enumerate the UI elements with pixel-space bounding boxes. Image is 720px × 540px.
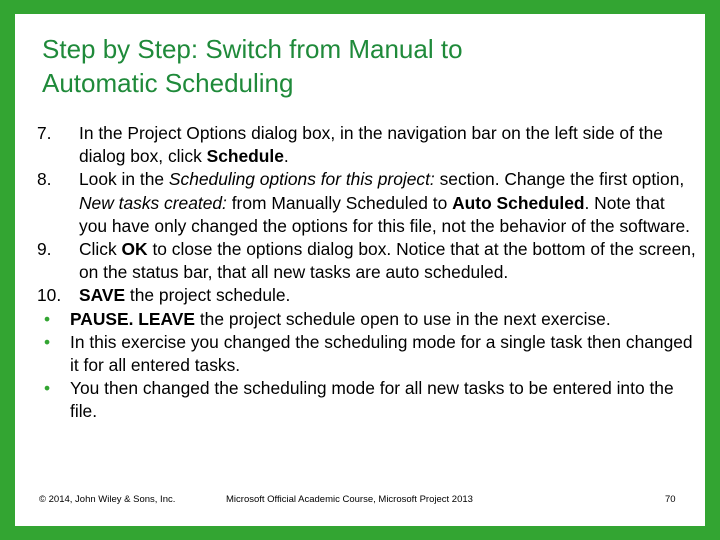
step-text: section. Change the first option, (434, 169, 685, 190)
slide (15, 14, 705, 526)
title-line-2: Automatic Scheduling (42, 68, 294, 98)
bullet-text: In this exercise you changed the scheduling mode for a single task then changed it for all entered tasks. (70, 331, 693, 376)
title-line-1: Step by Step: Switch from Manual to (42, 34, 463, 64)
step-8 (37, 168, 697, 238)
bullet-pause (37, 308, 697, 331)
bullet-text: the project schedule open to use in the next exercise. (194, 308, 611, 329)
step-text: . Note that you have only changed the options for this file, not the behavior of the software. (79, 192, 690, 236)
step-number: 7. (37, 123, 52, 143)
step-number: 9. (37, 239, 52, 260)
bullet-icon: • (44, 308, 51, 329)
step-emphasis: Auto Scheduled (452, 192, 585, 213)
step-text: the project schedule. (125, 285, 291, 306)
bullet-text: You then changed the scheduling mode for all new tasks to be entered into the file. (70, 378, 674, 422)
step-text: . (283, 146, 289, 167)
step-emphasis: Schedule (206, 146, 284, 167)
page-number: 70 (665, 494, 676, 505)
slide-footer (39, 494, 679, 508)
step-text: In the Project Options dialog box, in the navigation bar on the left side of the dialog box, click (79, 123, 663, 167)
step-text: Look in the (79, 169, 169, 190)
step-number: 10. (37, 285, 62, 306)
step-7 (37, 122, 697, 168)
slide-title (42, 32, 682, 100)
bullet-icon: • (44, 331, 51, 352)
footer-course: Microsoft Official Academic Course, Microsoft Project 2013 (226, 494, 473, 505)
step-number: 8. (37, 169, 52, 190)
footer-copyright: © 2014, John Wiley & Sons, Inc. (39, 494, 176, 505)
step-text: from Manually Scheduled to (226, 192, 453, 213)
step-italic: Scheduling options for this project: (168, 169, 435, 190)
bullet-emphasis: PAUSE. LEAVE (70, 308, 195, 329)
step-emphasis: OK (121, 239, 148, 260)
slide-body (37, 122, 697, 424)
bullet-icon: • (44, 378, 51, 399)
step-italic: New tasks created: (79, 192, 227, 213)
step-10 (37, 284, 697, 307)
step-text: Click (79, 239, 122, 260)
bullet-summary-2 (37, 377, 697, 423)
bullet-summary-1 (37, 331, 697, 377)
step-text: to close the options dialog box. Notice that at the bottom of the screen, on the status bar, that all new tasks are auto scheduled. (79, 239, 696, 283)
step-emphasis: SAVE (79, 285, 126, 306)
step-9 (37, 238, 697, 284)
